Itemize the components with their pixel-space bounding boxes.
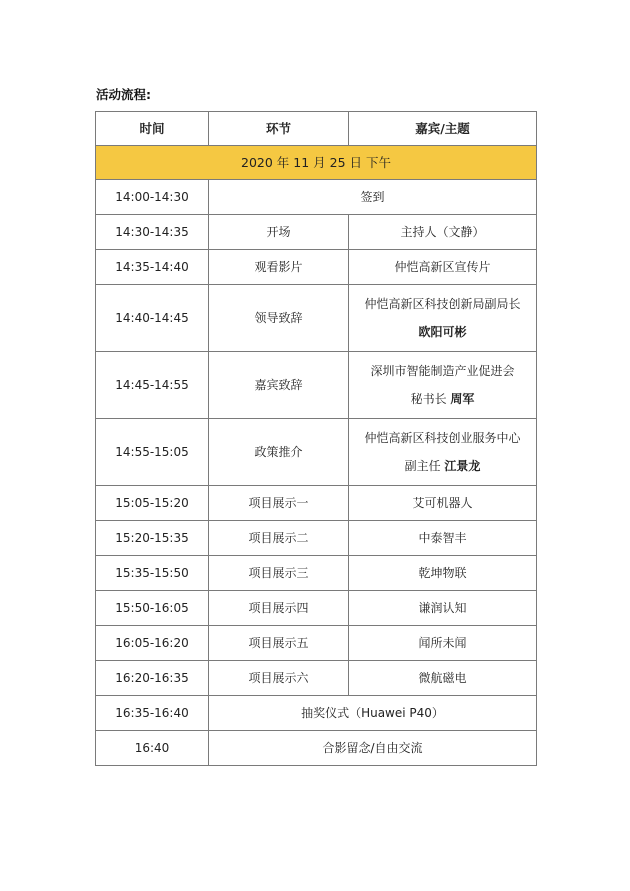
time-cell: 14:40-14:45 (96, 285, 209, 352)
guest-cell: 乾坤物联 (349, 556, 537, 591)
time-cell: 16:05-16:20 (96, 626, 209, 661)
time-cell: 14:45-14:55 (96, 352, 209, 419)
table-row (96, 731, 537, 766)
header-row (96, 112, 537, 146)
guest-cell: 微航磁电 (349, 661, 537, 696)
table-row (96, 591, 537, 626)
segment-cell: 嘉宾致辞 (209, 352, 349, 419)
guest-cell (349, 352, 537, 419)
segment-cell: 开场 (209, 215, 349, 250)
segment-cell: 项目展示六 (209, 661, 349, 696)
header-guest: 嘉宾/主题 (349, 112, 537, 146)
section-title: 活动流程: (96, 87, 151, 102)
table-row (96, 352, 537, 419)
time-cell: 15:05-15:20 (96, 486, 209, 521)
segment-cell: 项目展示五 (209, 626, 349, 661)
table-row (96, 250, 537, 285)
guest-position: 秘书长 (410, 392, 451, 406)
guest-name: 江景龙 (444, 459, 481, 473)
time-cell: 16:40 (96, 731, 209, 766)
guest-name-line (349, 325, 536, 339)
time-cell: 15:35-15:50 (96, 556, 209, 591)
segment-cell: 政策推介 (209, 419, 349, 486)
table-row (96, 556, 537, 591)
guest-name-line (349, 392, 536, 406)
time-cell: 14:00-14:30 (96, 180, 209, 215)
segment-cell: 项目展示三 (209, 556, 349, 591)
header-segment: 环节 (209, 112, 349, 146)
table-row (96, 521, 537, 556)
guest-name-line (349, 459, 536, 473)
segment-cell: 观看影片 (209, 250, 349, 285)
time-cell: 14:55-15:05 (96, 419, 209, 486)
time-cell: 14:35-14:40 (96, 250, 209, 285)
table-row (96, 180, 537, 215)
guest-title: 仲恺高新区科技创新局副局长 (364, 296, 521, 311)
table-row (96, 285, 537, 352)
segment-cell: 项目展示四 (209, 591, 349, 626)
table-row (96, 626, 537, 661)
guest-cell: 谦润认知 (349, 591, 537, 626)
guest-name: 欧阳可彬 (418, 325, 467, 339)
guest-cell: 艾可机器人 (349, 486, 537, 521)
header-time: 时间 (96, 112, 209, 146)
time-cell: 15:20-15:35 (96, 521, 209, 556)
table-row (96, 419, 537, 486)
date-cell: 2020 年 11 月 25 日 下午 (96, 146, 537, 180)
time-cell: 16:20-16:35 (96, 661, 209, 696)
guest-title: 仲恺高新区科技创业服务中心 (364, 430, 521, 445)
schedule-table (95, 111, 537, 766)
guest-cell (349, 285, 537, 352)
guest-cell: 主持人（文静） (349, 215, 537, 250)
time-cell: 14:30-14:35 (96, 215, 209, 250)
merged-cell: 抽奖仪式（Huawei P40） (209, 696, 537, 731)
guest-title: 深圳市智能制造产业促进会 (370, 363, 515, 378)
segment-cell: 项目展示一 (209, 486, 349, 521)
guest-position: 副主任 (404, 459, 445, 473)
table-row (96, 215, 537, 250)
segment-cell: 项目展示二 (209, 521, 349, 556)
date-row (96, 146, 537, 180)
guest-name: 周军 (450, 392, 475, 406)
time-cell: 16:35-16:40 (96, 696, 209, 731)
guest-cell: 仲恺高新区宣传片 (349, 250, 537, 285)
guest-cell: 中泰智丰 (349, 521, 537, 556)
table-row (96, 696, 537, 731)
segment-cell: 领导致辞 (209, 285, 349, 352)
guest-cell (349, 419, 537, 486)
guest-cell: 闻所未闻 (349, 626, 537, 661)
table-row (96, 661, 537, 696)
time-cell: 15:50-16:05 (96, 591, 209, 626)
table-row (96, 486, 537, 521)
merged-cell: 签到 (209, 180, 537, 215)
merged-cell: 合影留念/自由交流 (209, 731, 537, 766)
